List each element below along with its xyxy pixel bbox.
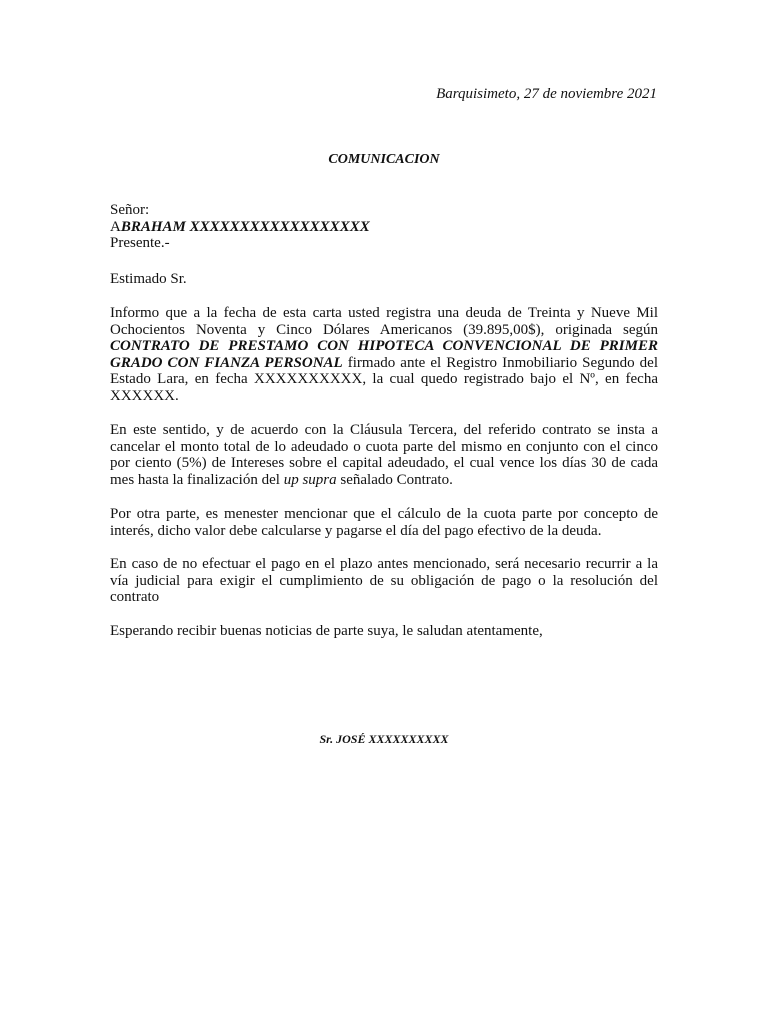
paragraph-clause-text-b: señalado Contrato. xyxy=(336,471,453,488)
signature: Sr. JOSÉ XXXXXXXXXX xyxy=(319,732,449,746)
addressee-surname: BRAHAM XXXXXXXXXXXXXXXXXX xyxy=(120,218,370,235)
presente-line: Presente.- xyxy=(110,235,170,252)
paragraph-legal: En caso de no efectuar el pago en el plazo antes mencionado, será necesario recurrir a la vía judicial para exigir el cumplimiento de su obligación de pago o la resolución del contrato xyxy=(110,556,658,606)
up-supra-text: up supra xyxy=(283,471,337,488)
paragraph-clause-text-a: En este sentido, y de acuerdo con la Cláusula Tercera, del referido contrato se insta a cancelar el monto total de lo adeudado o cuota parte del mismo en conjunto con el cinco por ciento (5%) de Intereses sobre el capital adeudado, el cual vence los días 30 de cada mes hasta la finalización del xyxy=(110,422,658,488)
addressee-block xyxy=(110,202,658,252)
paragraph-debt-text-a: Informo que a la fecha de esta carta usted registra una deuda de Treinta y Nueve Mil Ochocientos Noventa y Cinco Dólares Americanos (39.895,00$), originada según xyxy=(110,305,658,338)
paragraph-debt-text-b: firmado ante el Registro Inmobiliario Segundo del Estado Lara, en fecha XXXXXXXXXX, la cual quedo registrado bajo el Nº, en fecha XXXXXX. xyxy=(110,354,658,404)
paragraph-closing: Esperando recibir buenas noticias de parte suya, le saludan atentamente, xyxy=(110,623,543,639)
salutation-line: Señor: xyxy=(110,202,150,218)
paragraph-interest: Por otra parte, es menester mencionar que el cálculo de la cuota parte por concepto de interés, dicho valor debe calcularse y pagarse el día del pago efectivo de la deuda. xyxy=(110,506,658,539)
paragraph-debt xyxy=(110,305,658,405)
letter-title: COMUNICACION xyxy=(328,152,440,167)
addressee-name xyxy=(110,219,658,236)
contract-name: CONTRATO DE PRESTAMO CON HIPOTECA CONVENCIONAL DE PRIMER GRADO CON FIANZA PERSONAL xyxy=(110,338,658,371)
addressee-initial: A xyxy=(110,218,121,235)
paragraph-clause xyxy=(110,422,658,488)
place-and-date: Barquisimeto, 27 de noviembre 2021 xyxy=(436,86,657,102)
greeting: Estimado Sr. xyxy=(110,271,187,287)
